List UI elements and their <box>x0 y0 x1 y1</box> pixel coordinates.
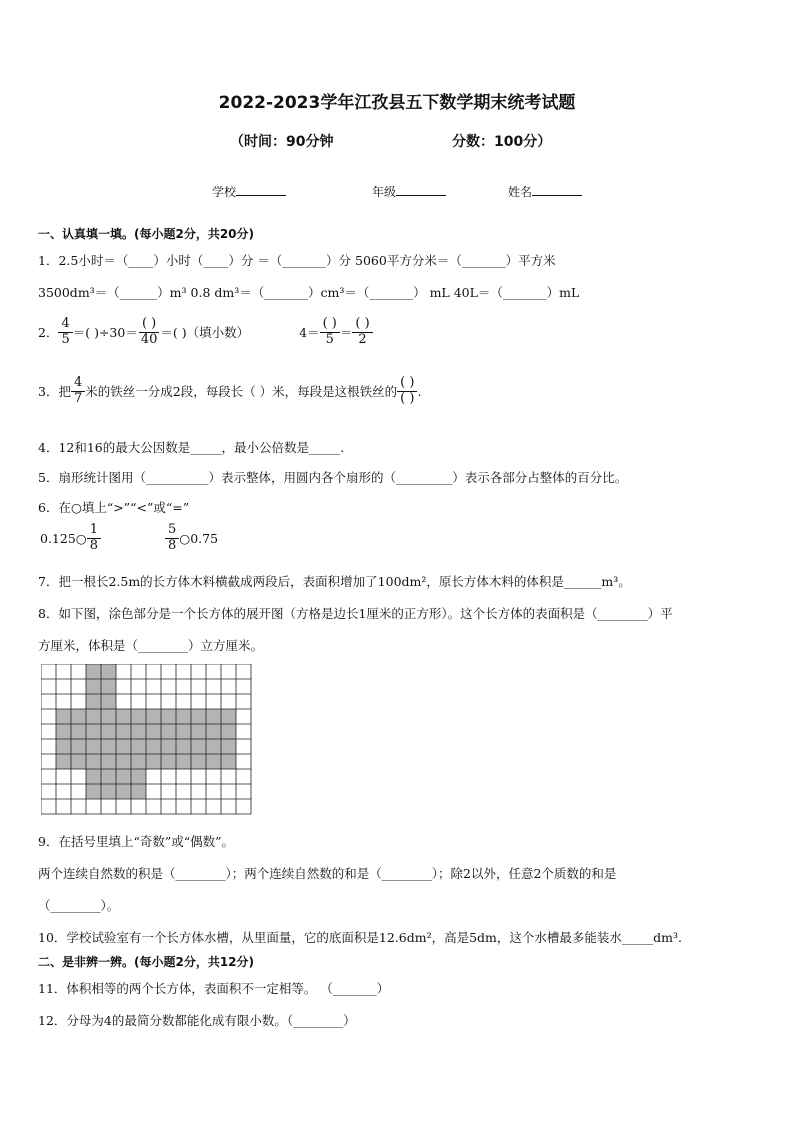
q2-eq2: ＝( )（填小数） <box>160 325 250 341</box>
question-7: 7．把一根长2.5m的长方体木料横截成两段后，表面积增加了100dm²，原长方体木料的体积是______m³。 <box>38 574 631 589</box>
question-12: 12．分母为4的最简分数都能化成有限小数。（________） <box>38 1013 356 1028</box>
q6-a-prefix: 0.125○ <box>40 530 87 546</box>
fraction-denominator: 7 <box>73 390 83 406</box>
page-title: 2022-2023学年江孜县五下数学期末统考试题 <box>218 93 576 113</box>
school-label: 学校 <box>212 185 237 199</box>
q2-fraction-blank-2 <box>352 317 372 348</box>
school-field[interactable] <box>212 183 286 200</box>
q6-item-b <box>165 523 218 554</box>
q3-fraction-4-7 <box>71 376 85 407</box>
question-3 <box>38 376 421 407</box>
q3-prefix: 3．把 <box>38 384 71 400</box>
question-4: 4．12和16的最大公因数是_____，最小公倍数是_____. <box>38 440 345 455</box>
grid-lines <box>41 664 251 814</box>
fraction-denominator: ( ) <box>400 390 415 406</box>
grade-label: 年级 <box>372 185 397 199</box>
q2-number: 2． <box>38 325 59 341</box>
fraction-denominator: 5 <box>325 331 334 347</box>
fraction-numerator: 4 <box>58 317 72 333</box>
q6-fraction-1-8 <box>87 523 101 554</box>
question-10: 10．学校试验室有一个长方体水槽，从里面量，它的底面积是12.6dm²，高是5dm，这个水槽最多能装水_____dm³. <box>38 930 683 945</box>
q2-fraction-4-5 <box>58 317 72 348</box>
question-2 <box>38 317 373 348</box>
fraction-denominator: 8 <box>168 537 177 553</box>
q2-eq1: ＝( )÷30＝ <box>72 325 138 341</box>
section-2-heading: 二、是非辨一辨。(每小题2分，共12分) <box>38 955 255 969</box>
question-9-line-2: 两个连续自然数的积是（________）；两个连续自然数的和是（________）；除2以外，任意2个质数的和是 <box>38 866 617 881</box>
name-label: 姓名 <box>508 185 533 199</box>
fraction-denominator: 40 <box>140 331 158 347</box>
question-5: 5．扇形统计图用（__________）表示整体，用圆内各个扇形的（_________）表示各部分占整体的百分比。 <box>38 470 628 485</box>
question-8-line-1: 8．如下图，涂色部分是一个长方体的展开图（方格是边长1厘米的正方形）。这个长方体的表面积是（________）平 <box>38 606 673 621</box>
question-6: 6．在○填上“>”“<”或“=” <box>38 500 190 515</box>
question-9-line-1: 9．在括号里填上“奇数”或“偶数”。 <box>38 834 235 849</box>
q6-b-suffix: ○0.75 <box>179 530 219 546</box>
fraction-numerator: ( ) <box>352 317 372 333</box>
q2-four: 4＝ <box>299 325 320 341</box>
question-1-line-2: 3500dm³＝（______）m³ 0.8 dm³＝（_______）cm³＝（_______） mL 40L＝（_______）mL <box>38 285 580 300</box>
question-1-line-1: 1．2.5小时＝（____）小时（____）分 ＝（_______）分 5060平方分米＝（_______）平方米 <box>38 253 556 268</box>
fraction-denominator: 5 <box>61 331 70 347</box>
exam-time: （时间：90分钟 <box>230 134 334 150</box>
q3-end: . <box>417 383 422 399</box>
section-1-heading: 一、认真填一填。(每小题2分，共20分) <box>38 227 255 241</box>
q2-eq3: ＝ <box>339 325 353 341</box>
school-blank[interactable] <box>236 195 286 196</box>
q2-fraction-blank-40 <box>138 317 161 348</box>
fraction-denominator: 8 <box>89 537 98 553</box>
grade-blank[interactable] <box>396 195 446 196</box>
fraction-numerator: 5 <box>165 523 179 539</box>
name-field[interactable] <box>508 183 582 200</box>
name-blank[interactable] <box>532 195 582 196</box>
grade-field[interactable] <box>372 183 446 200</box>
fraction-numerator: ( ) <box>397 376 417 392</box>
net-grid-figure <box>41 664 253 817</box>
question-9-line-3: （________）。 <box>38 898 120 913</box>
q6-item-a <box>40 523 101 554</box>
fraction-denominator: 2 <box>358 331 367 347</box>
question-8-line-2: 方厘米，体积是（________）立方厘米。 <box>38 638 264 653</box>
fraction-numerator: 1 <box>87 523 101 539</box>
question-11: 11．体积相等的两个长方体，表面积不一定相等。 （_______） <box>38 981 390 996</box>
exam-score: 分数：100分） <box>452 134 552 150</box>
fraction-numerator: ( ) <box>320 317 340 333</box>
fraction-numerator: ( ) <box>139 317 159 333</box>
fraction-numerator: 4 <box>71 376 85 392</box>
q3-fraction-blank <box>397 376 417 407</box>
q3-middle: 米的铁丝一分成2段，每段长（ ）米，每段是这根铁丝的 <box>85 384 398 400</box>
q2-fraction-blank-5 <box>320 317 340 348</box>
q6-fraction-5-8 <box>165 523 179 554</box>
